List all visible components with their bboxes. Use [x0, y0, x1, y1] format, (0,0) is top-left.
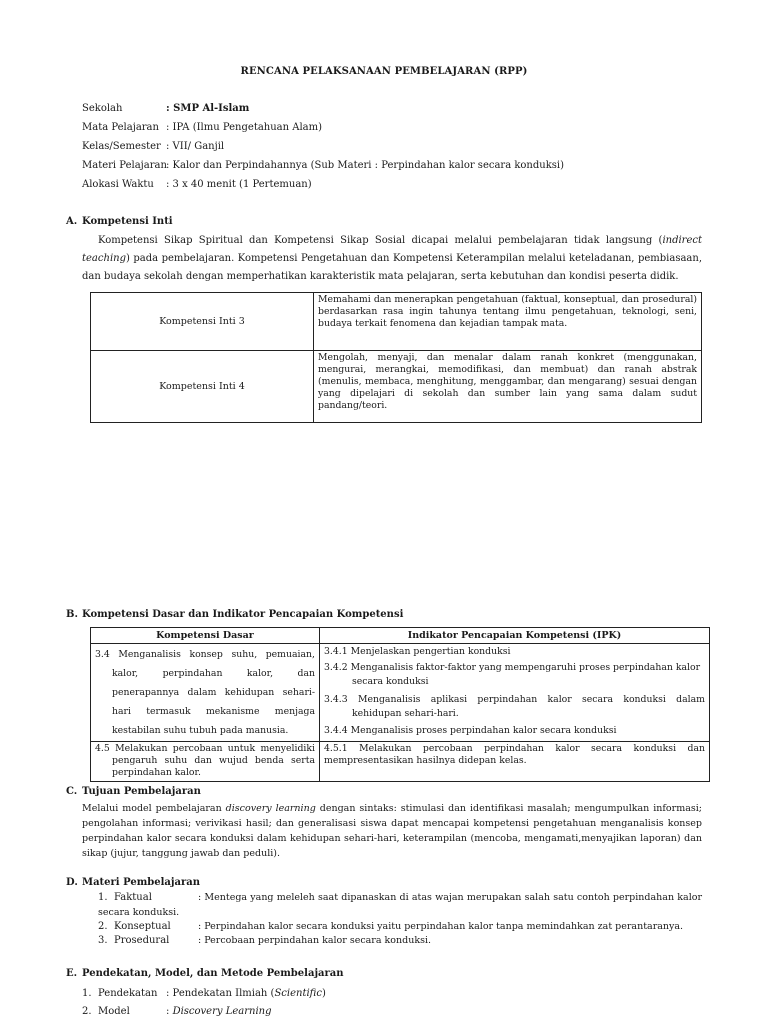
section-a-paragraph — [82, 232, 702, 286]
item-number: 2. — [82, 1006, 92, 1017]
pendekatan-item — [82, 988, 702, 1002]
kd-text: 4.5 Melakukan percobaan untuk menyelidiki pengaruh suhu dan wujud benda serta perpindahan kalor. — [95, 743, 315, 778]
section-letter: D. — [66, 877, 78, 888]
section-title: Tujuan Pembelajaran — [82, 786, 201, 797]
paragraph-text: Melalui model pembelajaran — [82, 803, 226, 814]
item-label: Faktual — [114, 892, 152, 903]
ki-desc-cell: Memahami dan menerapkan pengetahuan (faktual, konseptual, dan prosedural) berdasarkan rasa ingin tahunya tentang ilmu pengetahuan, teknologi, seni, budaya terkait fenomena dan kejadian tampak mata. — [314, 293, 702, 351]
paragraph-text: Kompetensi Sikap Spiritual dan Kompetensi Sikap Sosial dicapai melalui pembelajaran tidak langsung ( — [98, 235, 663, 246]
section-c-paragraph — [82, 801, 702, 861]
materi-faktual-value: : Mentega yang meleleh saat dipanaskan di atas wajan merupakan salah satu contoh perpindahan kalor secara konduksi. — [98, 892, 702, 918]
section-title: Kompetensi Inti — [82, 216, 173, 227]
info-label: Alokasi Waktu — [82, 179, 154, 190]
section-a-heading — [66, 216, 173, 227]
kd-text: 3.4 Menganalisis konsep suhu, pemuaian, kalor, perpindahan kalor, dan penerapannya dalam kehidupan sehari-hari termasuk mekanisme menjaga kestabilan suhu tubuh pada manusia. — [95, 649, 315, 736]
item-number: 1. — [82, 988, 92, 999]
table-header-row — [91, 628, 710, 644]
section-c-heading — [66, 786, 201, 797]
section-e-heading — [66, 968, 344, 979]
info-value: : IPA (Ilmu Pengetahuan Alam) — [166, 122, 323, 133]
ipk-cell — [320, 742, 710, 782]
value-text: : Pendekatan Ilmiah ( — [166, 988, 275, 999]
ipk-cell — [320, 644, 710, 742]
value-italic: Discovery Learning — [172, 1006, 272, 1017]
info-label: Sekolah — [82, 103, 123, 114]
value-italic: Scientific — [274, 988, 322, 999]
table-row — [91, 742, 710, 782]
section-b-heading — [66, 609, 403, 620]
item-label: Prosedural — [114, 935, 170, 946]
item-number: 3. — [98, 935, 108, 946]
ipk-item: 4.5.1 Melakukan percobaan perpindahan kalor secara konduksi dan mempresentasikan hasilnya didepan kelas. — [324, 743, 705, 766]
section-letter: C. — [66, 786, 78, 797]
item-value — [166, 1006, 272, 1017]
value-text: ) — [321, 988, 326, 999]
section-letter: E. — [66, 968, 78, 979]
item-label: Model — [98, 1006, 130, 1017]
section-letter: B. — [66, 609, 78, 620]
table-row — [91, 351, 702, 423]
item-label: Konseptual — [114, 921, 171, 932]
model-item — [82, 1006, 702, 1020]
table-row — [91, 293, 702, 351]
item-number: 2. — [98, 921, 108, 932]
kd-cell — [91, 644, 320, 742]
info-value: : SMP Al-Islam — [166, 103, 250, 114]
info-value: : VII/ Ganjil — [166, 141, 225, 152]
kompetensi-inti-table — [90, 292, 702, 423]
paragraph-italic: discovery learning — [225, 803, 316, 814]
ki-name-cell: Kompetensi Inti 3 — [91, 293, 314, 351]
ki-name-cell: Kompetensi Inti 4 — [91, 351, 314, 423]
info-value: : 3 x 40 menit (1 Pertemuan) — [166, 179, 312, 190]
section-title: Pendekatan, Model, dan Metode Pembelajaran — [82, 968, 344, 979]
paragraph-italic: indirect teaching — [82, 235, 702, 264]
ipk-item: 3.4.1 Menjelaskan pengertian konduksi — [324, 646, 511, 657]
item-number: 1. — [98, 892, 108, 903]
item-value: : Percobaan perpindahan kalor secara konduksi. — [198, 935, 432, 946]
item-value: : Perpindahan kalor secara konduksi yaitu perpindahan kalor tanpa memindahkan zat perantaranya. — [198, 921, 684, 932]
item-value — [166, 988, 326, 999]
kompetensi-dasar-table — [90, 627, 710, 782]
materi-item-konseptual — [98, 921, 702, 935]
info-label: Materi Pelajaran — [82, 160, 167, 171]
ki-desc-cell: Mengolah, menyaji, dan menalar dalam ranah konkret (menggunakan, mengurai, merangkai, memodifikasi, dan membuat) dan ranah abstrak (menulis, membaca, menghitung, menggambar, dan mengarang) sesuai dengan yang dipelajari di sekolah dan sumber lain yang sama dalam sudut pandang/teori. — [314, 351, 702, 423]
item-label: Pendekatan — [98, 988, 158, 999]
section-d-heading — [66, 877, 200, 888]
info-label: Kelas/Semester — [82, 141, 161, 152]
ipk-item: 3.4.3 Menganalisis aplikasi perpindahan kalor secara konduksi dalam kehidupan sehari-hari. — [324, 694, 705, 719]
section-letter: A. — [66, 216, 78, 227]
column-header: Indikator Pencapaian Kompetensi (IPK) — [320, 628, 710, 644]
table-row — [91, 644, 710, 742]
section-title: Materi Pembelajaran — [82, 877, 201, 888]
document-title: RENCANA PELAKSANAAN PEMBELAJARAN (RPP) — [240, 66, 528, 77]
info-value: : Kalor dan Perpindahannya (Sub Materi : Perpindahan kalor secara konduksi) — [166, 160, 564, 171]
ipk-item: 3.4.2 Menganalisis faktor-faktor yang mempengaruhi proses perpindahan kalor secara konduksi — [324, 662, 701, 687]
ipk-item: 3.4.4 Menganalisis proses perpindahan kalor secara konduksi — [324, 725, 617, 736]
materi-item-prosedural — [98, 935, 702, 949]
column-header: Kompetensi Dasar — [91, 628, 320, 644]
paragraph-text: dengan sintaks: stimulasi dan identifikasi masalah; mengumpulkan informasi; pengolahan informasi; verivikasi hasil; dan generalisasi siswa dapat mencapai kompetensi pengetahuan menganalisis konsep perpindahan kalor secara konduksi dalam kehidupan sehari-hari, keterampilan (mencoba, mengamati,menyajikan laporan) dan sikap (jujur, tanggung jawab dan peduli). — [82, 803, 702, 859]
info-label: Mata Pelajaran — [82, 122, 159, 133]
value-text: : — [166, 1006, 173, 1017]
kd-cell — [91, 742, 320, 782]
section-title: Kompetensi Dasar dan Indikator Pencapaian Kompetensi — [82, 609, 404, 620]
paragraph-text: ) pada pembelajaran. Kompetensi Pengetahuan dan Kompetensi Keterampilan melalui keteladanan, pembiasaan, dan budaya sekolah dengan memperhatikan karakteristik mata pelajaran, serta kebutuhan dan kondisi peserta didik. — [82, 253, 702, 282]
